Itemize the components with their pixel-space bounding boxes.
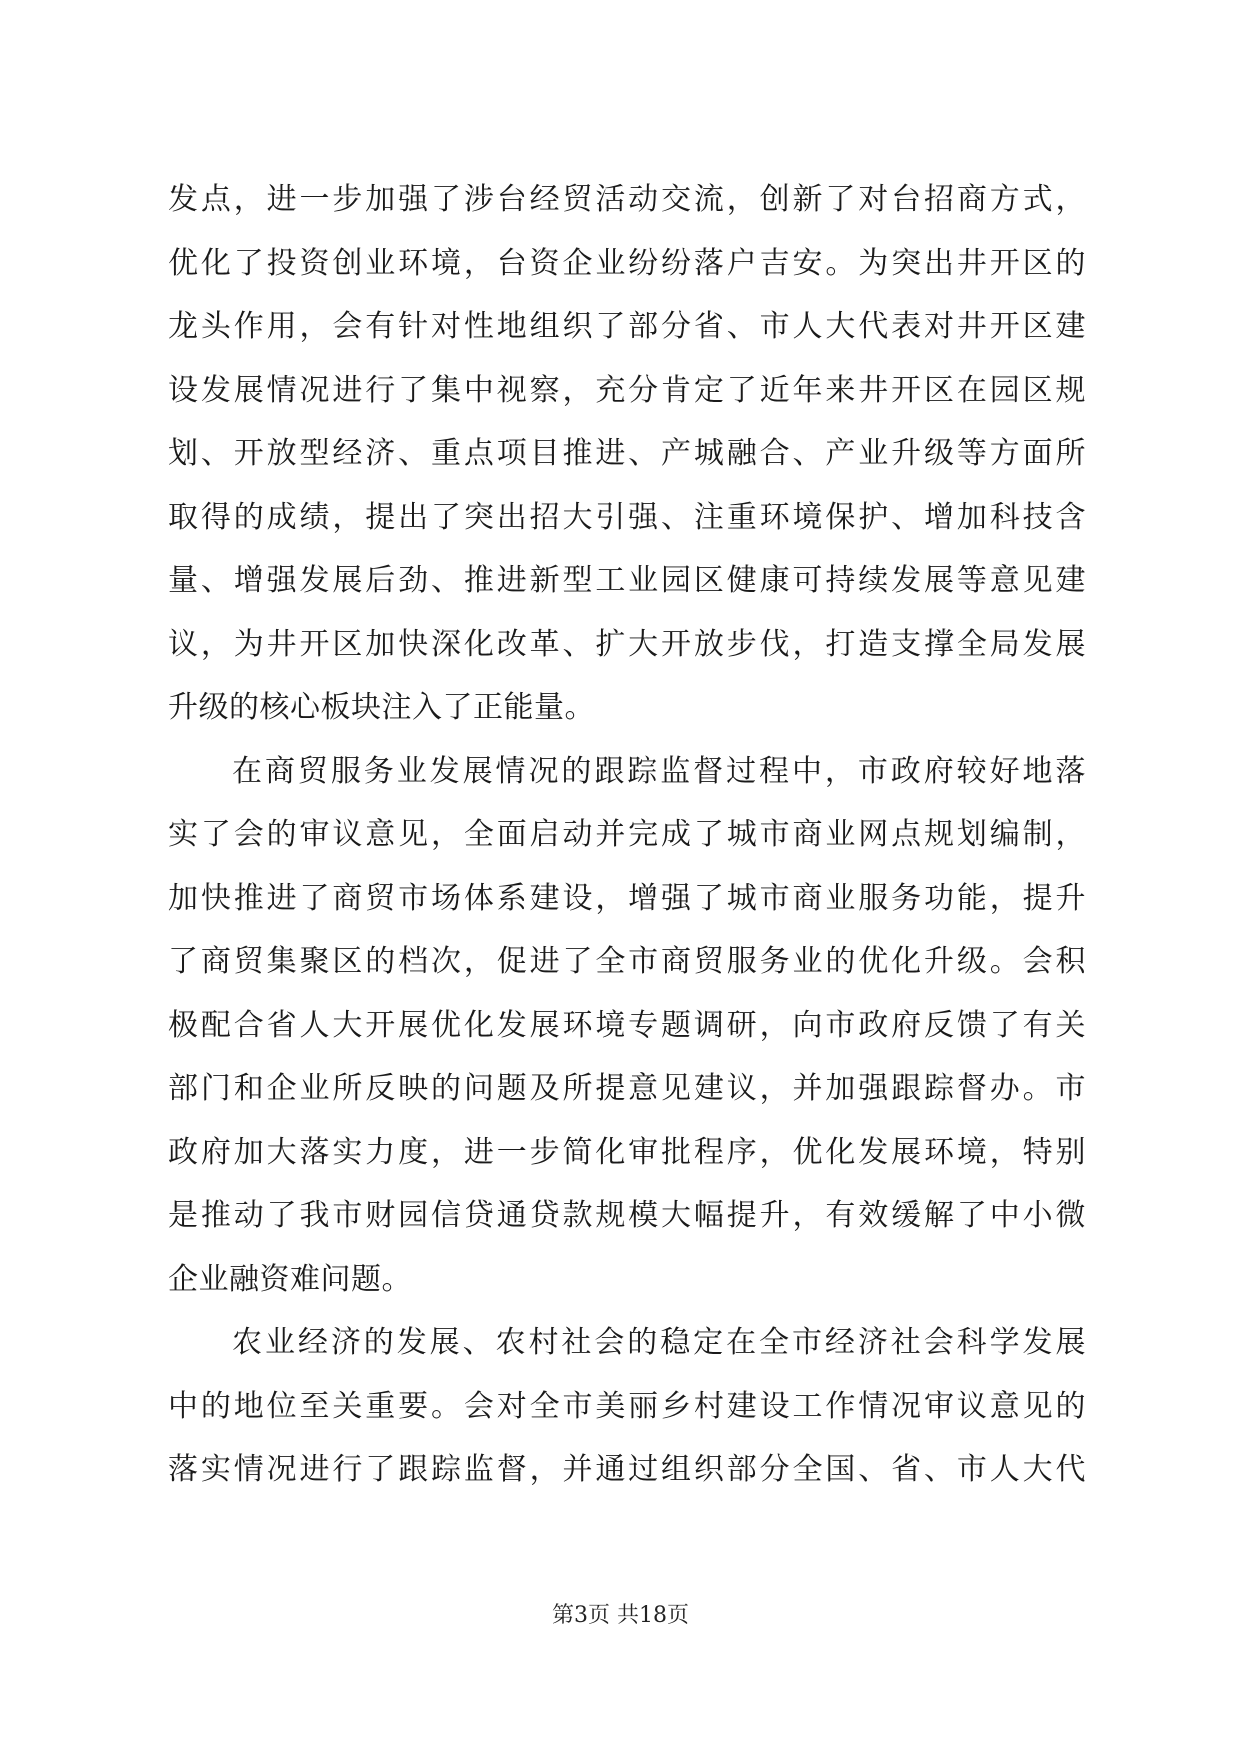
text-line: 了商贸集聚区的档次，促进了全市商贸服务业的优化升级。会积 — [168, 944, 1086, 979]
text-line: 农业经济的发展、农村社会的稳定在全市经济社会科学发展 — [232, 1325, 1086, 1360]
text-line: 部门和企业所反映的问题及所提意见建议，并加强跟踪督办。市 — [168, 1071, 1086, 1106]
body-text — [168, 168, 1086, 1502]
text-line: 实了会的审议意见，全面启动并完成了城市商业网点规划编制， — [168, 817, 1086, 852]
text-line: 升级的核心板块注入了正能量。 — [168, 690, 595, 725]
text-line: 设发展情况进行了集中视察，充分肯定了近年来井开区在园区规 — [168, 372, 1086, 408]
text-line: 优化了投资创业环境，台资企业纷纷落户吉安。为突出井开区的 — [168, 245, 1086, 281]
text-line: 加快推进了商贸市场体系建设，增强了城市商业服务功能，提升 — [168, 880, 1086, 916]
text-line: 量、增强发展后劲、推进新型工业园区健康可持续发展等意见建 — [168, 563, 1086, 598]
text-line: 企业融资难问题。 — [168, 1261, 412, 1297]
text-line: 在商贸服务业发展情况的跟踪监督过程中，市政府较好地落 — [232, 753, 1086, 789]
text-line: 龙头作用，会有针对性地组织了部分省、市人大代表对井开区建 — [168, 309, 1086, 344]
text-line: 中的地位至关重要。会对全市美丽乡村建设工作情况审议意见的 — [168, 1388, 1086, 1424]
text-line: 是推动了我市财园信贷通贷款规模大幅提升，有效缓解了中小微 — [168, 1198, 1086, 1233]
text-line: 落实情况进行了跟踪监督，并通过组织部分全国、省、市人大代 — [168, 1452, 1086, 1487]
text-line: 议，为井开区加快深化改革、扩大开放步伐，打造支撑全局发展 — [168, 626, 1086, 662]
page-number-footer: 第3页 共18页 — [552, 1603, 689, 1628]
text-line: 政府加大落实力度，进一步简化审批程序，优化发展环境，特别 — [168, 1134, 1086, 1170]
text-line: 发点，进一步加强了涉台经贸活动交流，创新了对台招商方式， — [168, 182, 1086, 217]
text-line: 极配合省人大开展优化发展环境专题调研，向市政府反馈了有关 — [168, 1007, 1086, 1043]
text-line: 取得的成绩，提出了突出招大引强、注重环境保护、增加科技含 — [168, 499, 1086, 535]
text-line: 划、开放型经济、重点项目推进、产城融合、产业升级等方面所 — [168, 436, 1086, 471]
